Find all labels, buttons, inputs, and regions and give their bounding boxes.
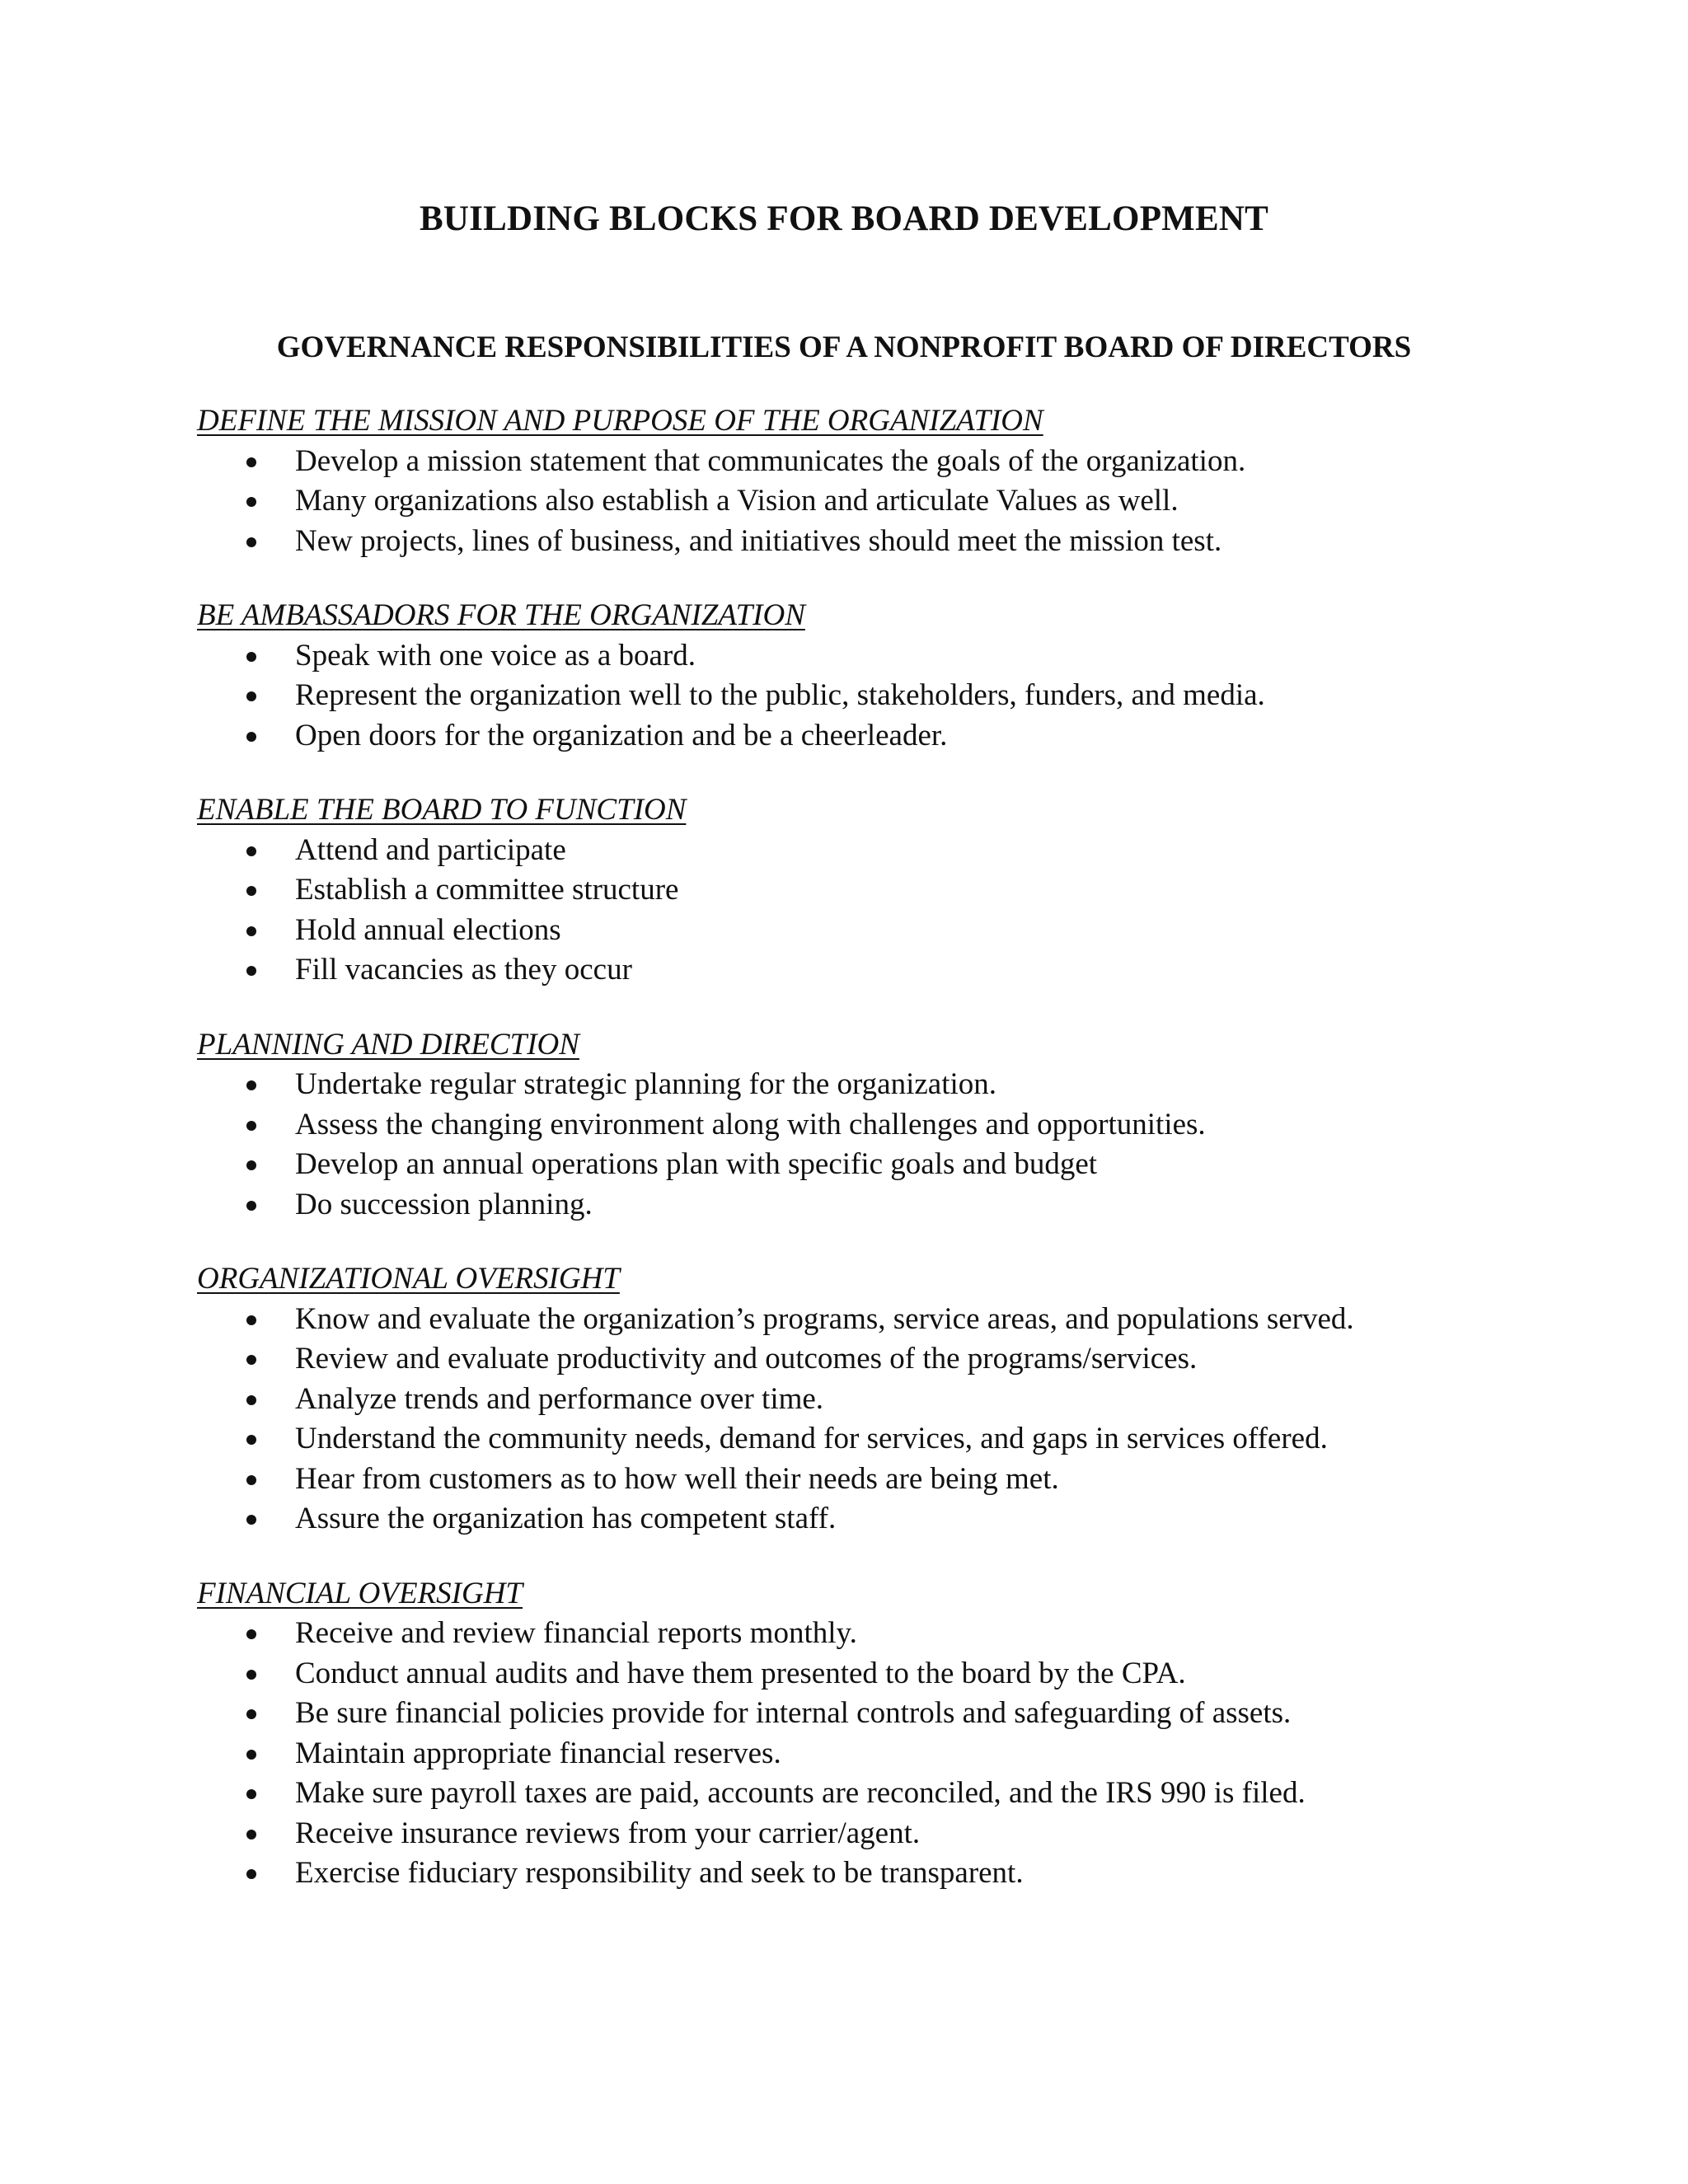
- bullet-text: Maintain appropriate financial reserves.: [295, 1736, 781, 1770]
- section-heading: FINANCIAL OVERSIGHT: [197, 1576, 523, 1610]
- section: [197, 1574, 1516, 1894]
- bullet-dot-icon: [246, 1830, 256, 1840]
- bullet-text: Open doors for the organization and be a cheerleader.: [295, 718, 948, 752]
- bullet-item: [197, 522, 1516, 562]
- section: [197, 1259, 1516, 1540]
- bullet-text: Hold annual elections: [295, 912, 561, 947]
- document-title: BUILDING BLOCKS FOR BOARD DEVELOPMENT: [420, 199, 1268, 238]
- bullet-dot-icon: [246, 497, 256, 507]
- bullet-dot-icon: [246, 1709, 256, 1719]
- section: [197, 401, 1516, 561]
- bullet-item: [197, 1774, 1516, 1814]
- bullet-text: Conduct annual audits and have them presented to the board by the CPA.: [295, 1656, 1186, 1690]
- bullet-dot-icon: [246, 886, 256, 896]
- bullet-item: [197, 911, 1516, 951]
- bullet-text: Assure the organization has competent staff.: [295, 1502, 837, 1535]
- bullet-text: Receive insurance reviews from your carrier/agent.: [295, 1816, 921, 1850]
- bullet-text: Develop an annual operations plan with specific goals and budget: [295, 1147, 1098, 1181]
- section-heading: ORGANIZATIONAL OVERSIGHT: [197, 1262, 620, 1296]
- bullet-item: [197, 1380, 1516, 1420]
- bullet-list: [197, 1300, 1516, 1540]
- bullet-item: [197, 481, 1516, 522]
- bullet-text: Fill vacancies as they occur: [295, 953, 632, 987]
- bullet-item: [197, 870, 1516, 911]
- bullet-list: [197, 1614, 1516, 1894]
- bullet-item: [197, 1694, 1516, 1734]
- section: [197, 1025, 1516, 1226]
- bullet-item: [197, 1614, 1516, 1654]
- bullet-dot-icon: [246, 1475, 256, 1485]
- bullet-dot-icon: [246, 1789, 256, 1799]
- section: [197, 596, 1516, 756]
- bullet-text: Assess the changing environment along with challenges and opportunities.: [295, 1107, 1206, 1141]
- bullet-list: [197, 831, 1516, 991]
- bullet-item: [197, 1185, 1516, 1226]
- bullet-text: Develop a mission statement that communicates the goals of the organization.: [295, 443, 1246, 478]
- bullet-dot-icon: [246, 1869, 256, 1879]
- bullet-item: [197, 1460, 1516, 1500]
- bullet-item: [197, 1654, 1516, 1694]
- bullet-text: Represent the organization well to the public, stakeholders, funders, and media.: [295, 678, 1265, 712]
- bullet-dot-icon: [246, 457, 256, 467]
- bullet-item: [197, 1300, 1516, 1340]
- bullet-text: Undertake regular strategic planning for the organization.: [295, 1067, 997, 1101]
- section-heading: PLANNING AND DIRECTION: [197, 1027, 579, 1062]
- bullet-text: Do succession planning.: [295, 1187, 593, 1221]
- sections-container: [197, 401, 1516, 1929]
- bullet-list: [197, 442, 1516, 562]
- section-heading: DEFINE THE MISSION AND PURPOSE OF THE ORGANIZATION: [197, 404, 1043, 438]
- bullet-dot-icon: [246, 926, 256, 936]
- section-heading: ENABLE THE BOARD TO FUNCTION: [197, 793, 687, 827]
- bullet-dot-icon: [246, 1670, 256, 1680]
- bullet-item: [197, 442, 1516, 482]
- bullet-item: [197, 1105, 1516, 1146]
- bullet-text: Understand the community needs, demand for services, and gaps in services offered.: [295, 1422, 1328, 1455]
- bullet-text: Hear from customers as to how well their needs are being met.: [295, 1461, 1059, 1496]
- bullet-dot-icon: [246, 1121, 256, 1131]
- bullet-dot-icon: [246, 1201, 256, 1211]
- bullet-item: [197, 636, 1516, 677]
- bullet-text: Know and evaluate the organization’s programs, service areas, and populations served.: [295, 1301, 1354, 1336]
- bullet-text: Exercise fiduciary responsibility and seek to be transparent.: [295, 1856, 1024, 1890]
- bullet-text: Establish a committee structure: [295, 873, 679, 907]
- bullet-item: [197, 1814, 1516, 1854]
- bullet-text: Speak with one voice as a board.: [295, 638, 696, 673]
- section-heading: BE AMBASSADORS FOR THE ORGANIZATION: [197, 598, 805, 632]
- bullet-dot-icon: [246, 1080, 256, 1090]
- bullet-dot-icon: [246, 1750, 256, 1760]
- bullet-dot-icon: [246, 1435, 256, 1445]
- bullet-text: New projects, lines of business, and initiatives should meet the mission test.: [295, 523, 1222, 558]
- bullet-list: [197, 636, 1516, 757]
- bullet-text: Receive and review financial reports monthly.: [295, 1616, 857, 1650]
- bullet-item: [197, 1145, 1516, 1185]
- bullet-dot-icon: [246, 1515, 256, 1525]
- bullet-item: [197, 1499, 1516, 1540]
- bullet-dot-icon: [246, 691, 256, 701]
- bullet-text: Attend and participate: [295, 832, 566, 867]
- bullet-list: [197, 1065, 1516, 1225]
- bullet-item: [197, 1339, 1516, 1380]
- section: [197, 790, 1516, 991]
- document-subtitle: GOVERNANCE RESPONSIBILITIES OF A NONPROFIT BOARD OF DIRECTORS: [276, 330, 1412, 364]
- bullet-dot-icon: [246, 846, 256, 856]
- bullet-text: Many organizations also establish a Vision and articulate Values as well.: [295, 484, 1179, 518]
- bullet-dot-icon: [246, 537, 256, 547]
- bullet-item: [197, 716, 1516, 757]
- bullet-item: [197, 950, 1516, 991]
- bullet-dot-icon: [246, 1629, 256, 1639]
- bullet-item: [197, 1419, 1516, 1460]
- bullet-dot-icon: [246, 1160, 256, 1170]
- bullet-dot-icon: [246, 1395, 256, 1405]
- bullet-text: Analyze trends and performance over time.: [295, 1381, 824, 1416]
- bullet-item: [197, 1065, 1516, 1105]
- bullet-item: [197, 676, 1516, 716]
- bullet-dot-icon: [246, 1315, 256, 1325]
- bullet-item: [197, 831, 1516, 871]
- bullet-dot-icon: [246, 732, 256, 742]
- bullet-item: [197, 1854, 1516, 1894]
- bullet-text: Review and evaluate productivity and outcomes of the programs/services.: [295, 1342, 1198, 1376]
- bullet-text: Be sure financial policies provide for internal controls and safeguarding of assets.: [295, 1696, 1292, 1730]
- bullet-dot-icon: [246, 966, 256, 976]
- bullet-dot-icon: [246, 1355, 256, 1365]
- bullet-text: Make sure payroll taxes are paid, accounts are reconciled, and the IRS 990 is filed.: [295, 1776, 1306, 1810]
- bullet-item: [197, 1734, 1516, 1774]
- bullet-dot-icon: [246, 652, 256, 662]
